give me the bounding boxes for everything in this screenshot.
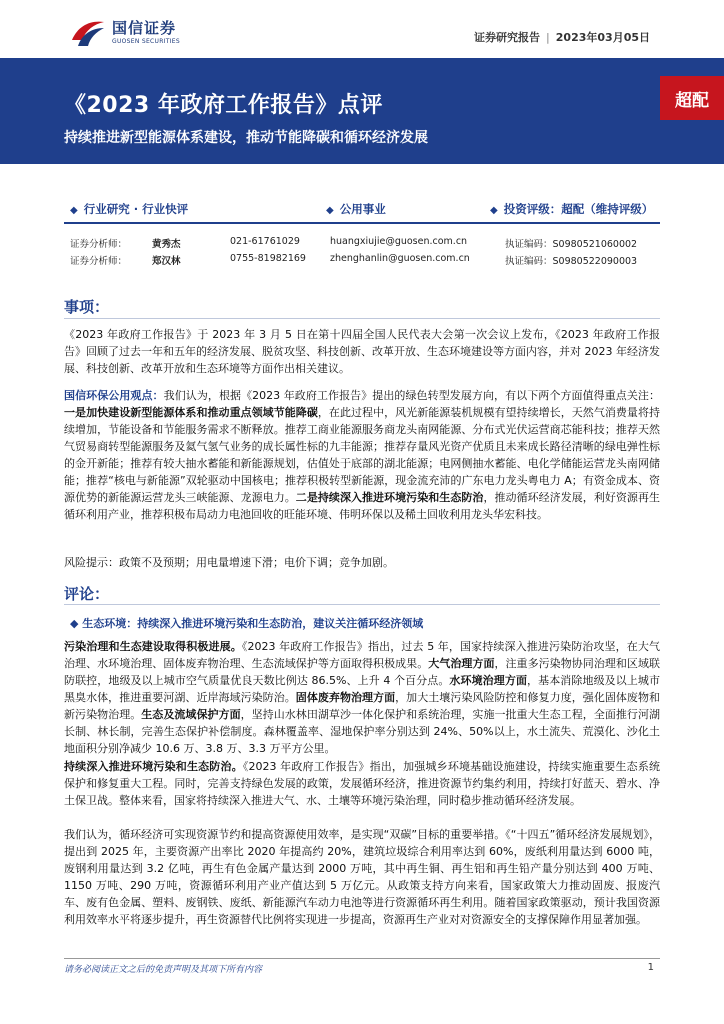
logo-icon bbox=[70, 18, 106, 48]
section-title-events: 事项： bbox=[64, 298, 110, 316]
analyst-role: 证券分析师： bbox=[70, 239, 128, 250]
analyst-name: 黄秀杰 bbox=[152, 239, 181, 250]
rating-badge: 超配 bbox=[660, 76, 724, 120]
divider bbox=[64, 222, 660, 224]
report-type: 证券研究报告 bbox=[474, 31, 541, 44]
analyst-role: 证券分析师： bbox=[70, 256, 128, 267]
bullet-heading: ◆ 生态环境：持续深入推进环境污染和生态防治，建议关注循环经济领域 bbox=[70, 617, 424, 630]
section-title-comments: 评论： bbox=[64, 585, 110, 603]
analyst-cert: 执证编码：S0980522090003 bbox=[505, 256, 638, 267]
header-info: 证券研究报告 | 2023年03月05日 bbox=[474, 31, 650, 44]
diamond-icon: ◆ bbox=[326, 205, 334, 216]
disclaimer-note: 请务必阅读正文之后的免责声明及其项下所有内容 bbox=[64, 965, 263, 975]
logo bbox=[70, 18, 180, 48]
event-paragraph: 《2023 年政府工作报告》于 2023 年 3 月 5 日在第十四届全国人民代表大会第一次会议上发布，《2023 年政府工作报告》回顾了过去一年和五年的经济发展、脱贫攻坚、科技创新、改革开放、生态环境建设等方面内容，并对 2023 年经济发展、科技创新、改革开放和生态环境等方面作出相关建议。 bbox=[64, 328, 660, 375]
report-title: 《2023 年政府工作报告》点评 bbox=[64, 93, 383, 118]
diamond-icon: ◆ bbox=[490, 205, 498, 216]
top-header bbox=[0, 0, 724, 58]
report-date: 2023年03月05日 bbox=[555, 31, 650, 44]
divider bbox=[64, 604, 660, 605]
diamond-icon: ◆ bbox=[70, 205, 78, 216]
analyst-name: 郑汉林 bbox=[152, 256, 181, 267]
meta-industry: ◆ 行业研究 · 行业快评 bbox=[70, 202, 189, 216]
meta-rating: ◆ 投资评级：超配（维持评级） bbox=[490, 202, 654, 216]
risk-paragraph: 风险提示：政策不及预期；用电量增速下滑；电价下调；竞争加剧。 bbox=[64, 556, 394, 569]
diamond-icon: ◆ bbox=[70, 617, 83, 630]
report-subtitle: 持续推进新型能源体系建设，推动节能降碳和循环经济发展 bbox=[64, 130, 428, 146]
analyst-email[interactable]: huangxiujie@guosen.com.cn bbox=[330, 236, 468, 247]
analyst-phone: 021-61761029 bbox=[230, 236, 300, 247]
comment-paragraph-1: 污染治理和生态建设取得积极进展。《2023 年政府工作报告》指出，过去 5 年，国家持续深入推进污染防治攻坚，在大气治理、水环境治理、固体废弃物治理、生态流域保护等方面取得积极成果。大气治理方面，注重多污染物协同治理和区域联防联控，地级及以上城市空气质量优良天数比例达 86.5%、上升 4 个百分点。水环境治理方面，基本消除地级及以上城市黑臭水体，推进重要河湖、近岸海域污染防治。固体废弃物治理方面，加大土壤污染风险防控和修复力度，强化固体废物和新污染物治理。生态及流域保护方面，坚持山水林田湖草沙一体化保护和系统治理，实施一批重大生态工程，全面推行河湖长制、林长制，完善生态保护补偿制度。森林覆盖率、湿地保护率分别达到 24%、50%以上，水土流失、荒漠化、沙化土地面积分别净减少 10.6 万、3.8 万、3.3 万平方公里。 bbox=[64, 640, 661, 755]
viewpoint-paragraph: 国信环保公用观点：我们认为，根据《2023 年政府工作报告》提出的绿色转型发展方向，有以下两个方面值得重点关注：一是加快建设新型能源体系和推动重点领域节能降碳，在此过程中，风光新能源装机规模有望持续增长，天然气消费量将持续增加，节能设备和节能服务需求不断释放。推荐工商业能源服务商龙头南网能源、分布式光伏运营商芯能科技；推荐天然气贸易商转型能源服务及氦气氢气业务的成长属性标的九丰能源；推荐存量风光资产优质且未来成长路径清晰的绿电弹性标的金开新能；推荐有较大抽水蓄能和新能源规划，估值处于底部的湖北能源；电网侧抽水蓄能、电化学储能运营龙头南网储能；推荐“核电与新能源”双轮驱动中国核电；推荐积极转型新能源，现金流充沛的广东电力龙头粤电力 A；有资金成本、资源优势的新能源运营龙头三峡能源、龙源电力。二是持续深入推进环境污染和生态防治，推动循环经济发展，利好资源再生循环利用产业，推荐积极布局动力电池回收的旺能环境、伟明环保以及稀土回收利用龙头华宏科技。 bbox=[64, 389, 661, 521]
divider bbox=[64, 318, 660, 319]
meta-sector: ◆ 公用事业 bbox=[326, 202, 386, 216]
analyst-phone: 0755-81982169 bbox=[230, 253, 306, 264]
footer-divider bbox=[64, 958, 660, 959]
analyst-email[interactable]: zhenghanlin@guosen.com.cn bbox=[330, 253, 470, 264]
analyst-cert: 执证编码：S0980521060002 bbox=[505, 239, 638, 250]
page-number: 1 bbox=[647, 962, 654, 973]
comment-paragraph-2: 持续深入推进环境污染和生态防治。《2023 年政府工作报告》指出，加强城乡环境基础设施建设，持续实施重要生态系统保护和修复重大工程。同时，完善支持绿色发展的政策，发展循环经济，推进资源节约集约利用，持续打好蓝天、碧水、净土保卫战。整体来看，国家将持续深入推进大气、水、土壤等环境污染治理，同时稳步推动循环经济发展。 bbox=[64, 760, 660, 807]
comment-paragraph-3: 我们认为，循环经济可实现资源节约和提高资源使用效率，是实现“双碳”目标的重要举措。《“十四五”循环经济发展规划》，提出到 2025 年，主要资源产出率比 2020 年提高约 20%，建筑垃圾综合利用率达到 60%，废纸利用量达到 6000 吨，废钢利用量达到 3.2 亿吨，再生有色金属产量达到 2000 万吨，其中再生铜、再生铝和再生铅产量分别达到 400 万吨、1150 万吨、290 万吨，资源循环利用产业产值达到 5 万亿元。从政策支持方向来看，国家政策大力推动固废、报废汽车、废有色金属、塑料、废钢铁、废纸、新能源汽车动力电池等进行资源循环再生利用。随着国家政策驱动，预计我国资源利用效率水平将逐步提升，再生资源替代比例将实现进一步提高，资源再生产业对对资源安全的支撑保障作用显著加强。 bbox=[64, 828, 660, 926]
logo-en: GUOSEN SECURITIES bbox=[112, 38, 181, 45]
logo-cn: 国信证券 bbox=[112, 19, 177, 37]
